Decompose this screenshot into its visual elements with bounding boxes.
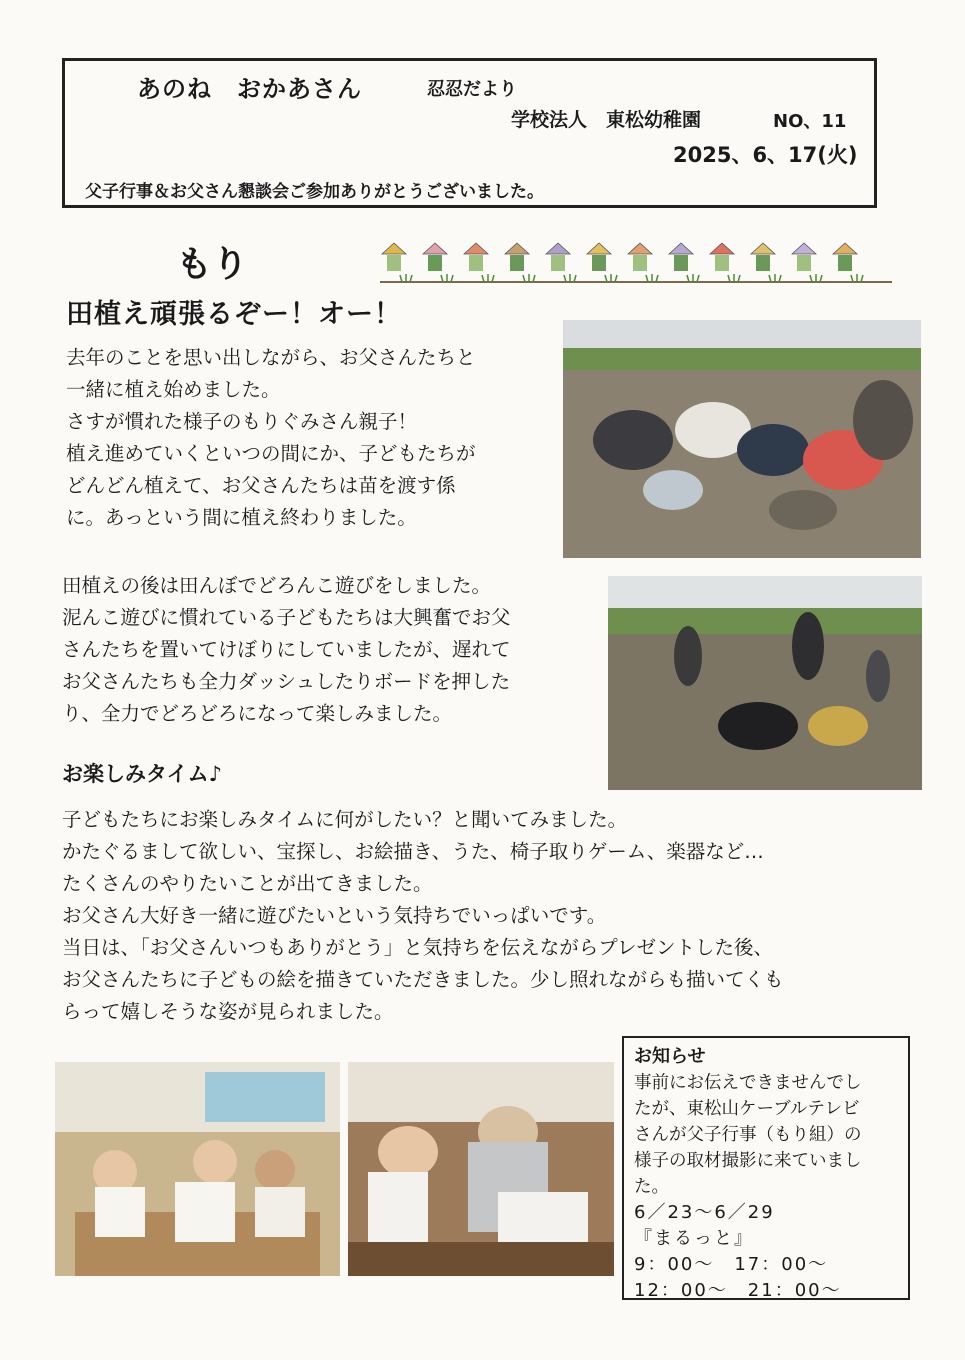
text-line: た。 (634, 1177, 669, 1197)
farmer-figure (792, 243, 822, 282)
farmer-figure (751, 243, 781, 282)
farmer-figure (423, 243, 453, 282)
photo-children-drawings (55, 1062, 340, 1276)
text-line: さすが慣れた様子のもりぐみさん親子！ (66, 410, 418, 433)
class-name: もり (176, 244, 249, 285)
text-line: に。あっという間に植え終わりました。 (66, 506, 417, 529)
text-line: さんたちを置いてけぼりにしていましたが、遅れて (62, 638, 511, 661)
school-name: 学校法人 東松幼稚園 (511, 109, 702, 131)
text-line: 事前にお伝えできませんでし (634, 1073, 862, 1093)
text-line: 泥んこ遊びに慣れている子どもたちは大興奮でお父 (62, 606, 511, 629)
text-line: どんどん植えて、お父さんたちは苗を渡す係 (66, 474, 456, 497)
paragraph-mud-play (62, 570, 600, 730)
broadcast-dates: 6／23〜6／29 (634, 1202, 775, 1223)
text-line: 子どもたちにお楽しみタイムに何がしたい？と聞いてみました。 (62, 808, 628, 831)
photo-fathers-drawing (348, 1062, 614, 1276)
farmer-figure (505, 243, 535, 282)
farmer-figure (710, 243, 740, 282)
text-line: 植え進めていくといつの間にか、子どもたちが (66, 442, 476, 465)
section-title-rice-planting: 田植え頑張るぞー！オー！ (66, 299, 402, 330)
text-line: 一緒に植え始めました。 (66, 378, 281, 401)
newsletter-header (62, 58, 877, 208)
text-line: 様子の取材撮影に来ていまし (634, 1151, 862, 1171)
thanks-line: 父子行事＆お父さん懇談会ご参加ありがとうございました。 (85, 182, 544, 202)
farmer-figure (587, 243, 617, 282)
program-name: 『まるっと』 (634, 1228, 754, 1249)
text-line: 去年のことを思い出しながら、お父さんたちと (66, 346, 476, 369)
notice-body (634, 1070, 898, 1200)
text-line: かたぐるまして欲しい、宝探し、お絵描き、うた、椅子取りゲーム、楽器など… (62, 840, 764, 863)
issue-number: NO、11 (773, 111, 847, 132)
farmer-figure (628, 243, 658, 282)
text-line: さんが父子行事（もり組）の (634, 1125, 862, 1145)
newsletter-subtitle: 忍忍だより (427, 79, 517, 100)
rice-planting-illustration (380, 240, 892, 286)
text-line: お父さん大好き一緒に遊びたいという気持ちでいっぱいです。 (62, 904, 607, 927)
notice-box (622, 1036, 910, 1300)
paragraph-rice-planting (66, 342, 560, 534)
text-line: お父さんたちも全力ダッシュしたりボードを押した (62, 670, 511, 693)
broadcast-time-2: 12：00〜 21：00〜 (634, 1280, 842, 1301)
paragraph-fun-time (62, 804, 902, 1028)
farmer-figure (546, 243, 576, 282)
text-line: り、全力でどろどろになって楽しみました。 (62, 702, 453, 725)
text-line: らって嬉しそうな姿が見られました。 (62, 1000, 394, 1023)
photo-rice-planting (563, 320, 921, 558)
text-line: たくさんのやりたいことが出てきました。 (62, 872, 433, 895)
text-line: たが、東松山ケーブルテレビ (634, 1099, 860, 1119)
notice-title: お知らせ (634, 1046, 706, 1067)
text-line: 田植えの後は田んぼでどろんこ遊びをしました。 (62, 574, 492, 597)
issue-date: 2025、6、17(火) (673, 143, 858, 167)
newsletter-title: あのね おかあさん (137, 75, 362, 103)
farmer-figure (382, 243, 412, 282)
farmer-figure (833, 243, 863, 282)
farmer-figure (669, 243, 699, 282)
text-line: 当日は、「お父さんいつもありがとう」と気持ちを伝えながらプレゼントした後、 (62, 936, 773, 959)
text-line: お父さんたちに子どもの絵を描きていただきました。少し照れながらも描いてくも (62, 968, 784, 991)
section-title-fun-time: お楽しみタイム♪ (62, 762, 222, 786)
broadcast-time-1: 9：00〜 17：00〜 (634, 1254, 829, 1275)
photo-mud-play (608, 576, 922, 790)
farmer-figure (464, 243, 494, 282)
